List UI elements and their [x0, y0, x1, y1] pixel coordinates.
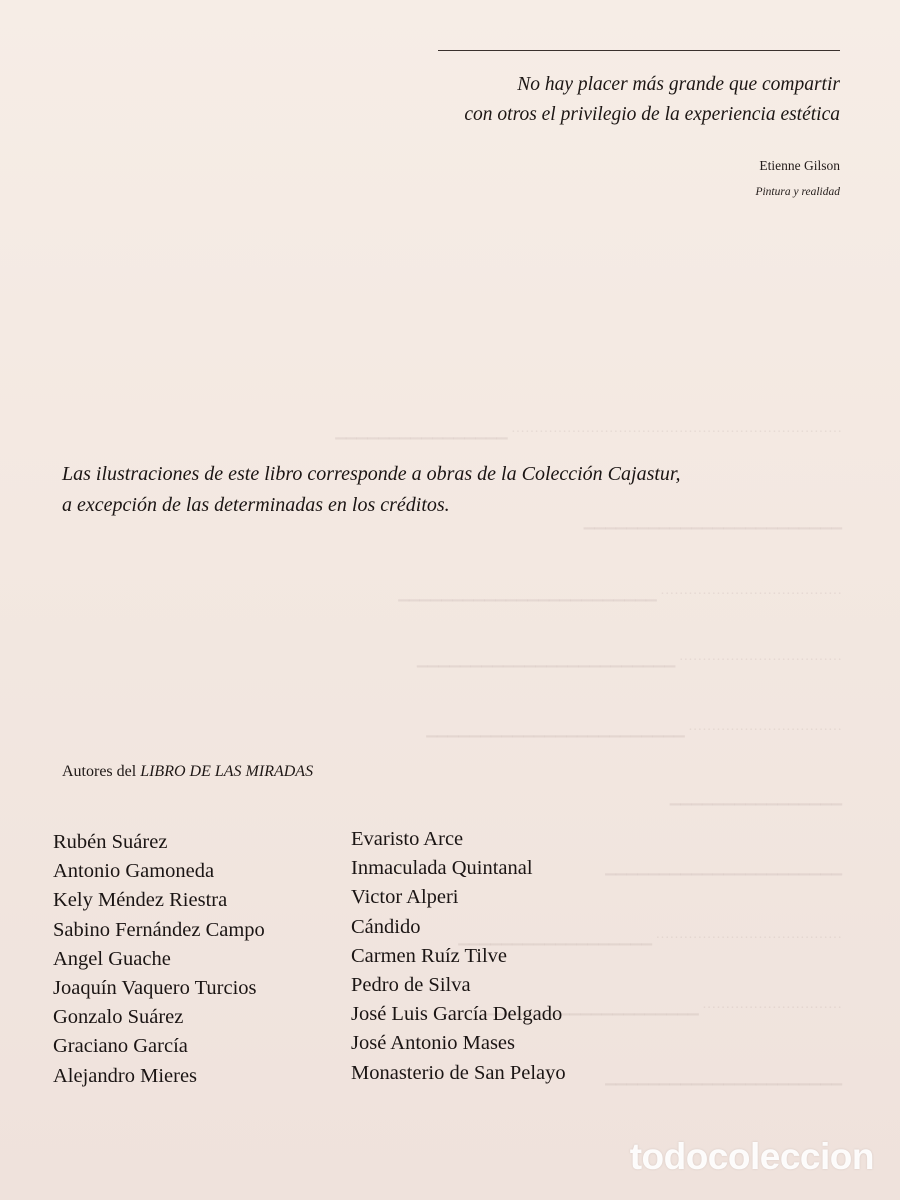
authors-heading	[62, 763, 313, 781]
author-name: Alejandro Mieres	[53, 1064, 198, 1087]
epigraph-line-1: No hay placer más grande que compartir	[517, 74, 840, 95]
show-through-line: ▁▁▁▁▁▁▁▁▁▁▁▁▁▁▁▁▁▁▁▁▁▁▁▁	[583, 515, 842, 530]
show-through-line: ▁▁▁▁▁▁▁▁▁▁▁▁▁▁▁▁▁▁▁▁▁▁▁▁ ·································	[426, 723, 842, 738]
authors-list-left	[53, 828, 265, 1091]
author-name: José Luis García Delgado	[351, 1003, 563, 1026]
epigraph-quote	[464, 70, 840, 130]
show-through-line: ▁▁▁▁▁▁▁▁▁▁▁▁▁▁▁▁	[669, 791, 842, 806]
show-through-line: ▁▁▁▁▁▁▁▁▁▁▁▁▁▁▁▁▁▁▁▁▁▁▁▁ ···································	[416, 653, 842, 668]
author-name: Cándido	[351, 915, 421, 938]
author-name: Kely Méndez Riestra	[53, 889, 228, 912]
author-name: Carmen Ruíz Tilve	[351, 944, 508, 967]
author-name: Evaristo Arce	[351, 828, 464, 850]
notice-line-2: a excepción de las determinadas en los créditos.	[62, 494, 450, 516]
authors-heading-book-title: LIBRO DE LAS MIRADAS	[140, 763, 314, 780]
show-through-line: ▁▁▁▁▁▁▁▁▁▁▁▁▁▁▁▁▁▁▁▁▁▁	[605, 1071, 842, 1086]
show-through-line: ▁▁▁▁▁▁▁▁▁▁▁▁▁▁▁▁▁▁▁▁ ······························	[483, 1001, 842, 1016]
author-name: Graciano García	[53, 1035, 188, 1058]
epigraph-rule	[438, 50, 840, 51]
show-through-line: ▁▁▁▁▁▁▁▁▁▁▁▁▁▁▁▁▁▁▁▁▁▁▁▁ ·······································	[398, 587, 842, 602]
show-through-line: ▁▁▁▁▁▁▁▁▁▁▁▁▁▁▁▁▁▁ ········································	[458, 931, 842, 946]
authors-list-right	[351, 825, 566, 1088]
author-name: Gonzalo Suárez	[53, 1006, 184, 1029]
epigraph-author: Etienne Gilson	[759, 158, 840, 173]
author-name: Joaquín Vaquero Turcios	[53, 977, 257, 1000]
author-name: Antonio Gamoneda	[53, 860, 215, 883]
author-name: Sabino Fernández Campo	[53, 918, 265, 941]
notice-line-1: Las ilustraciones de este libro corresponde a obras de la Colección Cajastur,	[62, 463, 681, 485]
author-name: Rubén Suárez	[53, 831, 168, 853]
author-name: Monasterio de San Pelayo	[351, 1061, 566, 1084]
author-name: Victor Alperi	[351, 886, 459, 909]
authors-heading-prefix: Autores del	[62, 763, 141, 780]
author-name: Pedro de Silva	[351, 974, 471, 997]
epigraph-work: Pintura y realidad	[755, 186, 840, 198]
author-name: Inmaculada Quintanal	[351, 857, 533, 880]
epigraph-line-2: con otros el privilegio de la experiencia estética	[464, 104, 840, 125]
show-through-line: ▁▁▁▁▁▁▁▁▁▁▁▁▁▁▁▁▁▁▁▁▁▁	[605, 861, 842, 876]
author-name: José Antonio Mases	[351, 1032, 515, 1055]
show-through-line: ▁▁▁▁▁▁▁▁▁▁▁▁▁▁▁▁ ·······································································	[335, 425, 842, 440]
author-name: Angel Guache	[53, 947, 171, 970]
illustrations-notice	[62, 459, 862, 521]
todocoleccion-watermark: todocoleccion	[629, 1136, 874, 1177]
